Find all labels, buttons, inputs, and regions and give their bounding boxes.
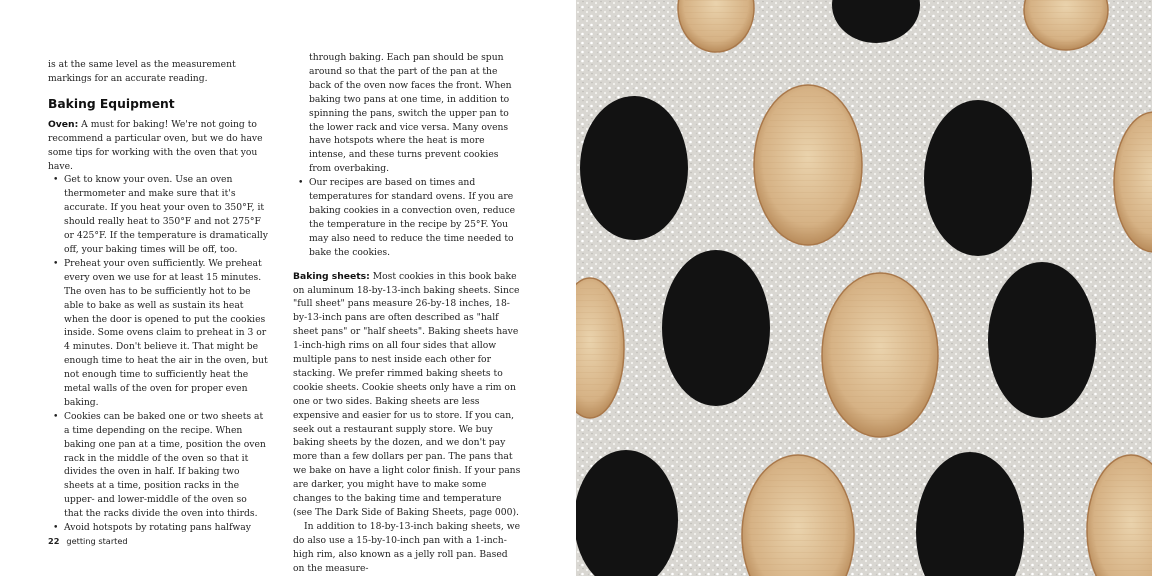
- oven-paragraph: [48, 118, 268, 174]
- oven-text: A must for baking! We're not going to recommend a particular oven, but we do have some tips for working with the oven that you have.: [48, 118, 263, 172]
- list-item: • Cookies can be baked one or two sheets at a time depending on the recipe. When baking one pan at a time, position the oven rack in the middle of the oven so that it divides the oven in half. If baking two sheets at a time, position racks in the upper- and lower-middle of the oven so that the racks divide the oven into thirds.: [64, 410, 268, 521]
- madeleine-ridges: [828, 279, 932, 431]
- right-text-column: [293, 51, 521, 576]
- section-heading: Baking Equipment: [48, 96, 175, 111]
- page-number: 22: [48, 536, 60, 546]
- list-item: • Avoid hotspots by rotating pans halfway: [64, 521, 268, 535]
- left-text-column: [48, 58, 268, 535]
- section-name: getting started: [66, 536, 128, 546]
- list-item: • Preheat your oven sufficiently. We preheat every oven we use for at least 15 minutes. The oven has to be sufficiently hot to be able to bake as well as sustain its heat when the door is opened to put the cookies inside. Some ovens claim to preheat in 3 or 4 minutes. Don't believe it. That might be enough time to heat the air in the oven, but not enough time to sufficiently heat the metal walls of the oven for proper even baking.: [64, 257, 268, 410]
- madeleine-photo: [576, 0, 1152, 576]
- madeleine-ridges: [760, 91, 856, 239]
- page-footer: [48, 536, 128, 546]
- list-item: • Our recipes are based on times and temperatures for standard ovens. If you are baking cookies in a convection oven, reduce the temperature in the recipe by 25°F. You may also need to reduce the time needed to bake the cookies.: [309, 176, 521, 259]
- intro-paragraph: is at the same level as the measurement markings for an accurate reading.: [48, 59, 236, 84]
- empty-well: [662, 250, 770, 406]
- empty-well: [924, 100, 1032, 256]
- jelly-roll-paragraph: In addition to 18-by-13-inch baking sheets, we do also use a 15-by-10-inch pan with a 1-inch-high rim, also known as a jelly roll pan. Based on the measure-: [293, 520, 521, 574]
- empty-well: [580, 96, 688, 240]
- oven-lead: Oven:: [48, 118, 79, 130]
- list-item: • Get to know your oven. Use an oven thermometer and make sure that it's accurate. If you heat your oven to 350°F, it should really heat to 350°F and not 275°F or 425°F. If the temperature is dramatically off, your baking times will be off, too.: [64, 173, 268, 256]
- empty-well: [988, 262, 1096, 418]
- convection-list: [293, 176, 521, 259]
- baking-sheets-text: Most cookies in this book bake on aluminum 18-by-13-inch baking sheets. Since "full sheet" pans measure 26-by-18 inches, 18-by-13-inch pans are often described as "half sheet pans" or "half sheets". Baking sheets have 1-inch-high rims on all four sides that allow multiple pans to nest inside each other for stacking. We prefer rimmed baking sheets to cookie sheets. Cookie sheets only have a rim on one or two sides. Baking sheets are less expensive and easier for us to store. If you can, seek out a restaurant supply store. We buy baking sheets by the dozen, and we don't pay more than a few dollars per pan. The pans that we bake on have a light color finish. If your pans are darker, you might have to make some changes to the baking time and temperature (see The Dark Side of Baking Sheets, page 000).: [293, 270, 521, 518]
- baking-sheets-lead: Baking sheets:: [293, 270, 370, 282]
- baking-sheets-paragraph: [293, 270, 521, 520]
- oven-tips-list: [48, 173, 268, 535]
- madeleine-tray-illustration: [576, 0, 1152, 576]
- continuation-paragraph: through baking. Each pan should be spun around so that the part of the pan at the back of the oven now faces the front. When baking two pans at one time, in addition to spinning the pans, switch the upper pan to the lower rack and vice versa. Many ovens have hotspots where the heat is more intense, and these turns prevent cookies from overbaking.: [309, 52, 512, 175]
